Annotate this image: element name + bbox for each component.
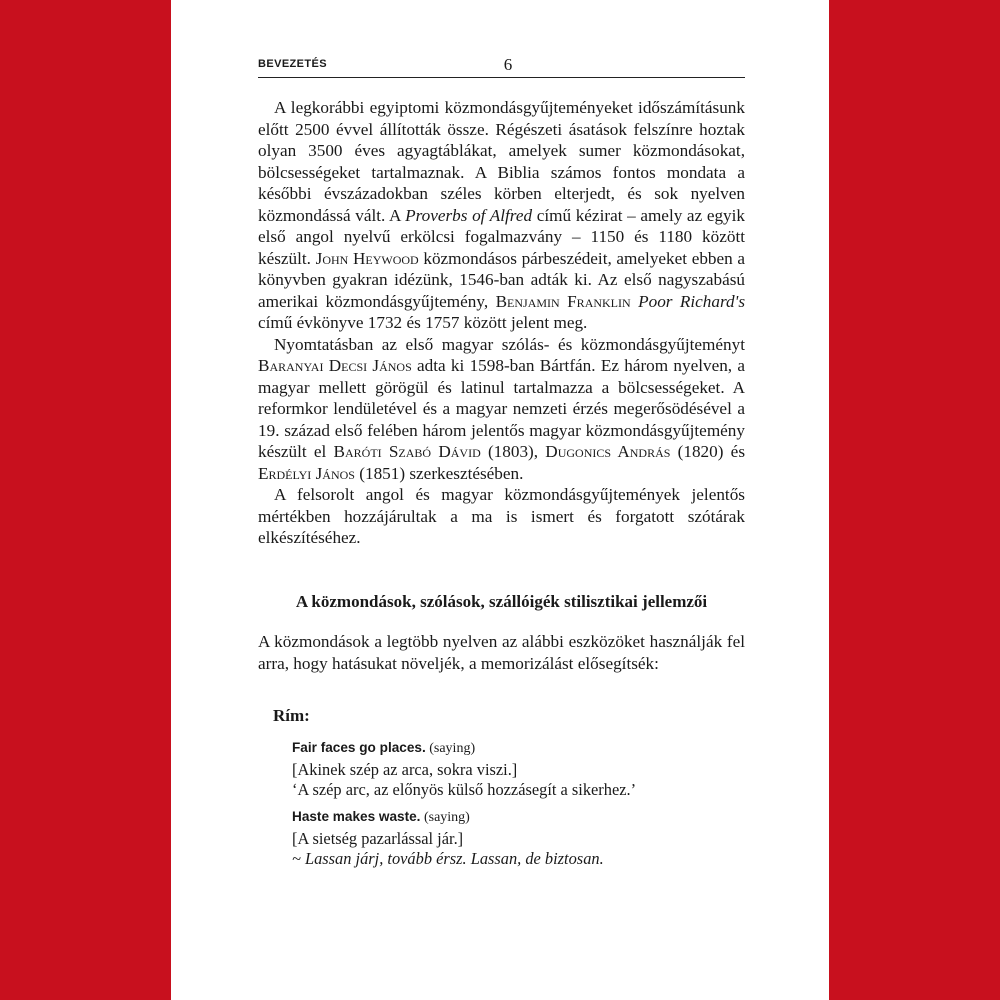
- running-header: [258, 55, 745, 78]
- intro-text: [258, 97, 745, 549]
- section-intro-text: A közmondások a legtöbb nyelven az alábbi eszközöket használják fel arra, hogy hatásukat növeljék, a memorizálást elősegítsék:: [258, 632, 745, 673]
- author-name: Erdélyi János: [258, 463, 355, 483]
- book-page: [171, 0, 829, 1000]
- book-title: Poor Richard's: [638, 291, 746, 311]
- proverb-translation: [Akinek szép az arca, sokra viszi.]: [292, 759, 518, 779]
- proverb-explanation: ‘A szép arc, az előnyös külső hozzásegít a sikerhez.’: [292, 780, 637, 799]
- book-title: Proverbs of Alfred: [405, 205, 533, 225]
- section-heading: A közmondások, szólások, szállóigék stilisztikai jellemzői: [295, 592, 708, 611]
- paragraph: A legkorábbi egyiptomi közmondásgyűjteményeket időszámításunk előtt 2500 évvel állították össze. Régészeti ásatások felszínre hoztak olyan 3500 éves agyagtáblákat, amelyek sumer közmondásokat, bölcsességeket tartalmaznak. A Biblia számos fontos mondata a későbbi évszázadokban széles körben elterjedt, és sok nyelven közmondássá vált. A Proverbs of Alfred című kézirat – amely az egyik első angol nyelvű erkölcsi fogalmazvány – 1150 és 1180 között készült. John Heywood közmondásos párbeszédeit, amelyeket ebben a könyvben gyakran idézünk, 1546-ban adták ki. Az első nagyszabású amerikai közmondásgyűjtemény, Benjamin Franklin Poor Richard's című évkönyve 1732 és 1757 között jelent meg.: [258, 98, 746, 332]
- proverb-equivalent: ~ Lassan járj, tovább érsz. Lassan, de biztosan.: [292, 849, 604, 868]
- proverb-example: [292, 806, 762, 870]
- page-number: 6: [503, 55, 513, 74]
- proverb-translation: [A sietség pazarlással jár.]: [292, 828, 464, 848]
- subheading: Rím:: [273, 706, 310, 725]
- proverb-line: [292, 806, 762, 829]
- proverb-tag: (saying): [425, 741, 476, 756]
- proverb-example: [292, 737, 762, 801]
- proverb-english: Haste makes waste.: [292, 809, 421, 824]
- author-name: John Heywood: [315, 248, 419, 268]
- author-name: Baróti Szabó Dávid: [333, 442, 481, 461]
- author-name: Baranyai Decsi János: [258, 356, 412, 375]
- author-name: Benjamin Franklin: [495, 291, 631, 311]
- paragraph: A felsorolt angol és magyar közmondásgyűjtemények jelentős mértékben hozzájárultak a ma is ismert és forgatott szótárak elkészítéséhez.: [258, 485, 745, 547]
- author-name: Dugonics András: [545, 442, 671, 461]
- proverb-line: [292, 737, 762, 760]
- chapter-title: BEVEZETÉS: [258, 58, 328, 70]
- proverb-tag: (saying): [420, 810, 470, 825]
- proverb-english: Fair faces go places.: [292, 740, 426, 755]
- paragraph: Nyomtatásban az első magyar szólás- és közmondásgyűjteményt Baranyai Decsi János adta ki 1598-ban Bártfán. Ez három nyelven, a magyar mellett görögül és latinul tartalmazza a bölcsességeket. A reformkor lendületével és a magyar nemzeti érzés megerősödésével a 19. század első felében három jelentős magyar közmondásgyűjtemény készült el Baróti Szabó Dávid (1803), Dugonics András (1820) és Erdélyi János (1851) szerkesztésében.: [258, 334, 746, 483]
